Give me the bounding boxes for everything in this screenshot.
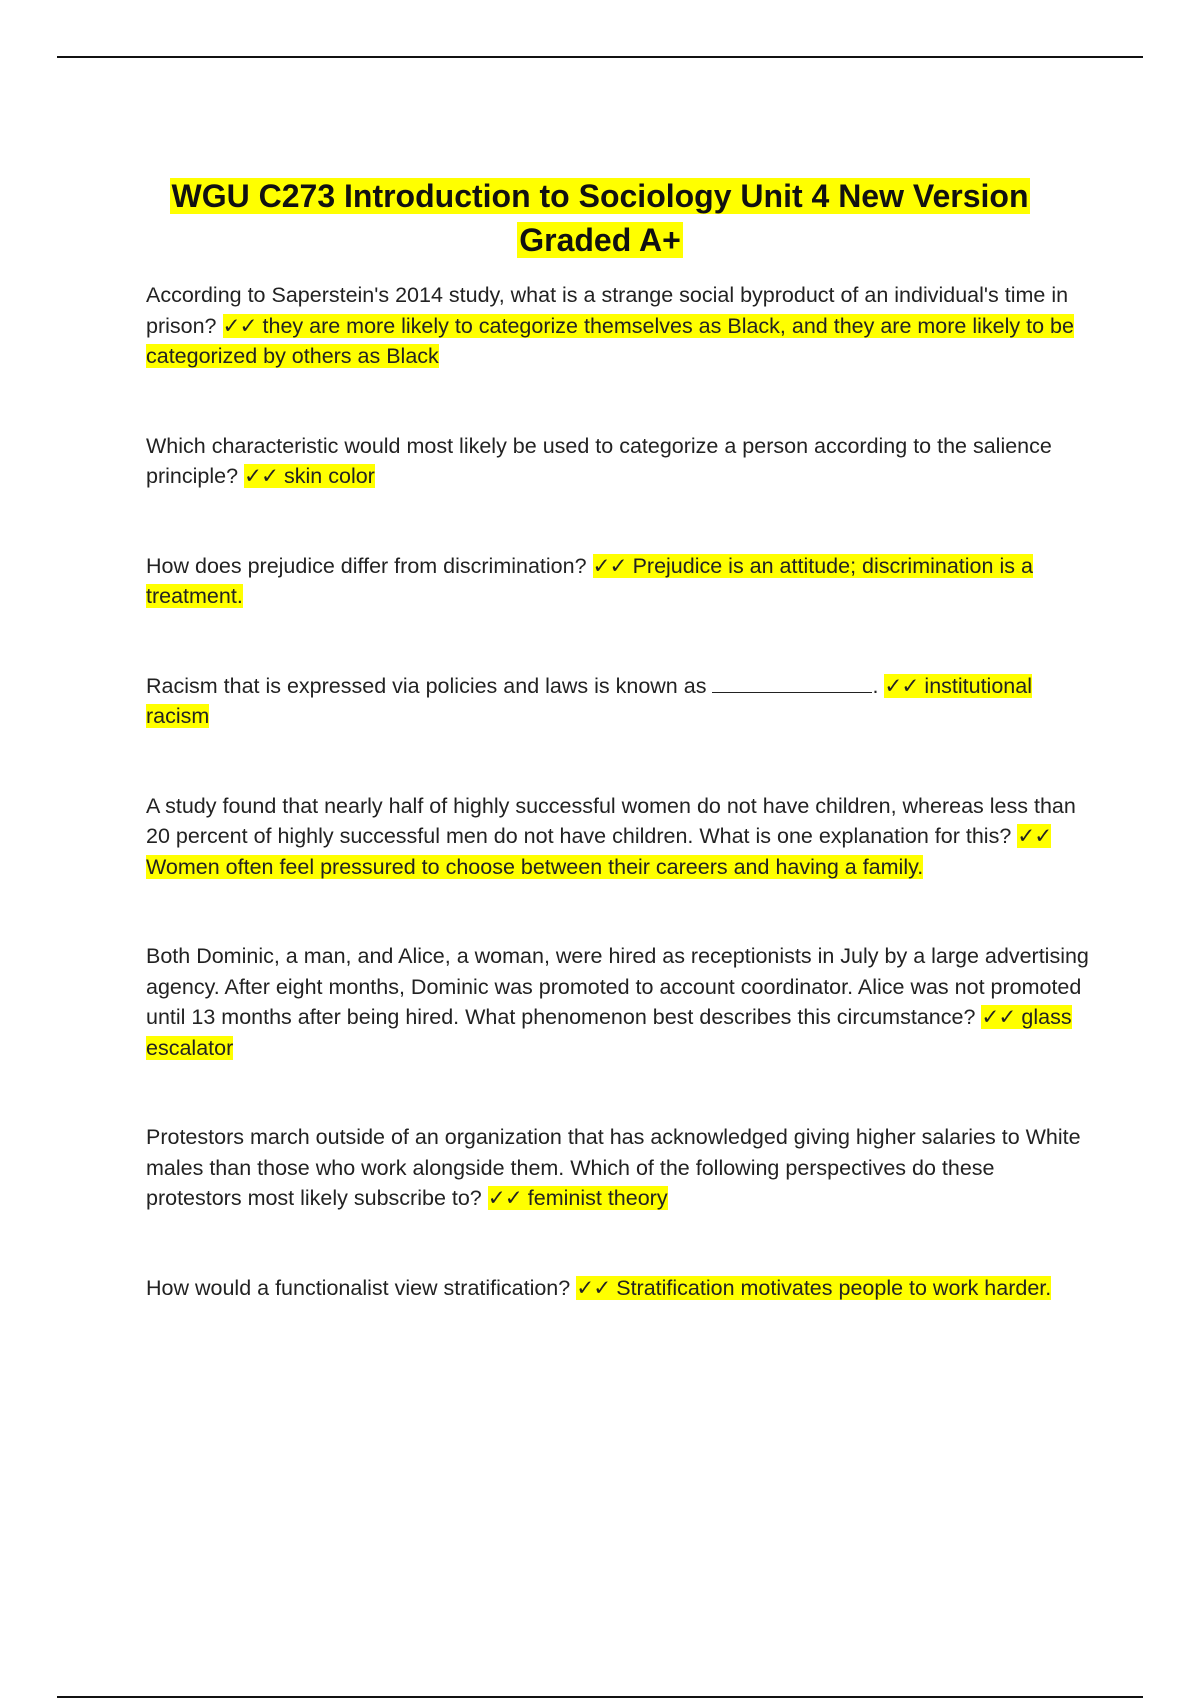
question-text: Which characteristic would most likely be used to categorize a person according to the salience principle?: [146, 433, 1052, 488]
double-check-icon: ✓✓: [1017, 824, 1052, 848]
answer-highlight: [244, 464, 375, 488]
question-terminator: .: [872, 673, 879, 698]
qa-item-3: [146, 551, 1096, 612]
double-check-icon: ✓✓: [576, 1275, 611, 1300]
question-text: A study found that nearly half of highly successful women do not have children, whereas less than 20 percent of highly successful men do not have children. What is one explanation for this?: [146, 793, 1076, 848]
question-text: According to Saperstein's 2014 study, what is a strange social byproduct of an individual's time in prison?: [146, 283, 1069, 338]
double-check-icon: ✓✓: [222, 313, 257, 338]
bottom-rule: [57, 1696, 1143, 1698]
fill-in-blank: [712, 676, 872, 693]
answer-text: Women often feel pressured to choose between their careers and having a family.: [146, 854, 924, 879]
double-check-icon: ✓✓: [884, 673, 919, 698]
top-rule: [57, 56, 1143, 58]
qa-item-6: [146, 941, 1096, 1063]
question-text: How does prejudice differ from discrimination?: [146, 553, 587, 578]
answer-highlight: [488, 1186, 668, 1210]
answer-text: feminist theory: [527, 1186, 668, 1210]
qa-item-8: [146, 1273, 1096, 1304]
question-text: How would a functionalist view stratification?: [146, 1275, 571, 1300]
double-check-icon: ✓✓: [981, 1005, 1016, 1029]
qa-item-2: [146, 431, 1096, 492]
question-list: [146, 280, 1096, 1303]
double-check-icon: ✓✓: [244, 464, 279, 488]
answer-highlight: [146, 314, 1074, 369]
qa-item-5: [146, 791, 1096, 883]
answer-text: they are more likely to categorize themselves as Black, and they are more likely to be categorized by others as Black: [146, 313, 1074, 368]
title-line-1: WGU C273 Introduction to Sociology Unit 4 New Version: [171, 178, 1029, 214]
double-check-icon: ✓✓: [592, 553, 627, 578]
answer-text: Prejudice is an attitude; discrimination is a treatment.: [146, 553, 1033, 608]
qa-item-4: [146, 671, 1096, 732]
qa-item-1: [146, 280, 1096, 372]
double-check-icon: ✓✓: [487, 1186, 522, 1210]
question-text: Racism that is expressed via policies and laws is known as: [146, 673, 707, 698]
answer-text: glass escalator: [146, 1005, 1072, 1060]
qa-item-7: [146, 1122, 1096, 1214]
document-title: [100, 174, 1100, 262]
question-text: Protestors march outside of an organization that has acknowledged giving higher salaries to White males than those who work alongside them. Which of the following perspectives do these protestors most likely subscribe to?: [146, 1125, 1081, 1210]
answer-text: Stratification motivates people to work harder.: [616, 1275, 1052, 1300]
answer-text: institutional racism: [146, 673, 1032, 728]
answer-highlight: [576, 1276, 1051, 1300]
answer-text: skin color: [284, 464, 375, 488]
title-line-2: Graded A+: [519, 222, 681, 258]
question-text: Both Dominic, a man, and Alice, a woman, were hired as receptionists in July by a large advertising agency. After eight months, Dominic was promoted to account coordinator. Alice was not promoted until 13 months after being hired. What phenomenon best describes this circumstance?: [146, 944, 1089, 1029]
